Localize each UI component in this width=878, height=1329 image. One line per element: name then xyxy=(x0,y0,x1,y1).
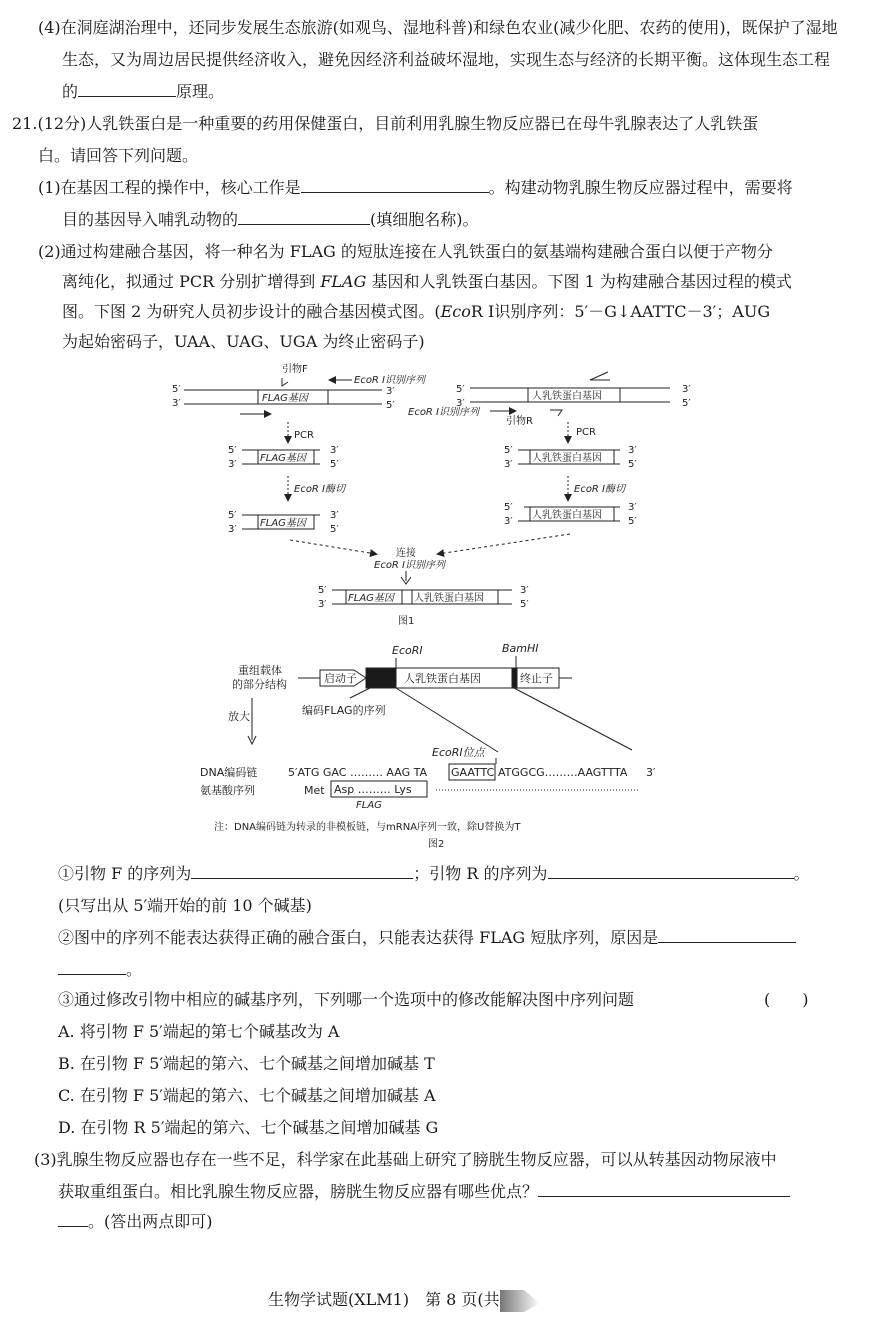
q21-p1-c: 目的基因导入哺乳动物的 xyxy=(62,210,239,229)
end5-m: 5′ xyxy=(318,585,327,596)
end3-g: 3′ xyxy=(504,459,513,470)
fig2-hlf-gene: 人乳铁蛋白基因 xyxy=(404,672,481,685)
end5-e: 5′ xyxy=(228,445,237,456)
enlarge-label: 放大 xyxy=(228,710,250,723)
end5-c: 5′ xyxy=(456,384,465,395)
figure2-note: 注：DNA编码链为转录的非模板链，与mRNA序列一致，除U替换为T xyxy=(214,822,521,833)
answer-blank-reason-b[interactable] xyxy=(58,960,126,975)
promoter-label: 启动子 xyxy=(324,672,357,685)
end3-a: 3′ xyxy=(172,398,181,409)
end5-d: 5′ xyxy=(682,398,691,409)
end3-m: 3′ xyxy=(318,599,327,610)
dna-seq-ecor1-box: GAATTC xyxy=(451,766,495,779)
digest-right: EcoR Ⅰ酶切 xyxy=(574,484,626,495)
ecor1-site-center: EcoR Ⅰ识别序列 xyxy=(374,560,446,571)
end5-h: 5′ xyxy=(628,459,637,470)
answer-blank-reason-a[interactable] xyxy=(658,928,796,943)
end3-d: 3′ xyxy=(682,384,691,395)
fig2-ecor1: EcoRⅠ xyxy=(392,644,423,657)
q21-sub1-b: ；引物 R 的序列为 xyxy=(413,864,548,883)
q21-p1-d: (填细胞名称)。 xyxy=(370,210,479,229)
q21-p1-line1 xyxy=(38,178,793,198)
end3-c: 3′ xyxy=(456,398,465,409)
q21-p3-line2 xyxy=(58,1182,790,1202)
q21-p2-line2 xyxy=(62,272,792,292)
end5-n: 5′ xyxy=(520,599,529,610)
q21-p3-l2: 获取重组蛋白。相比乳腺生物反应器，膀胱生物反应器有哪些优点？ xyxy=(58,1182,539,1201)
pcr-right: PCR xyxy=(576,427,596,438)
hlf-gene-fused: 人乳铁蛋白基因 xyxy=(414,593,484,604)
q21-p2-line4: 为起始密码子，UAA、UAG、UGA 为终止密码子) xyxy=(62,332,425,351)
end3-k: 3′ xyxy=(504,516,513,527)
q20-4-pre: 的 xyxy=(62,82,79,101)
q21-p3-l3: 。(答出两点即可) xyxy=(88,1212,213,1231)
end5-j: 5′ xyxy=(330,524,339,535)
end5-b: 5′ xyxy=(386,400,395,411)
q21-sub2-end: 。 xyxy=(126,960,143,979)
flag-gene-pcr: FLAG基因 xyxy=(260,453,306,464)
q21-p1-a: (1)在基因工程的操作中，核心工作是 xyxy=(38,178,301,197)
end5-i: 5′ xyxy=(228,510,237,521)
q21-sub1-note: (只写出从 5′端开始的前 10 个碱基) xyxy=(58,896,312,915)
end3-f: 3′ xyxy=(330,445,339,456)
q21-sub2-line xyxy=(58,928,796,948)
end5-k: 5′ xyxy=(504,502,513,513)
aa-met: Met xyxy=(304,784,325,797)
option-a[interactable]: A. 将引物 F 5′端起的第七个碱基改为 A xyxy=(58,1022,340,1041)
aa-seq-box: Asp ……… Lys xyxy=(334,783,412,796)
dna-seq-part1: 5′ATG GAC ……… AAG TA xyxy=(288,766,428,779)
q21-p2-l2b: FLAG xyxy=(320,272,367,291)
end3-i: 3′ xyxy=(228,524,237,535)
ecor1-site-label: EcoRⅠ位点 xyxy=(432,746,485,759)
answer-paren-sub3[interactable]: ( ) xyxy=(764,990,809,1009)
q21-p2-l2a: 离纯化，拟通过 PCR 分别扩增得到 xyxy=(62,272,321,291)
q21-sub2-line2 xyxy=(58,960,142,980)
q21-sub1-line xyxy=(58,864,810,884)
q21-p2-line3 xyxy=(62,302,770,322)
q21-p2-l3c: R Ⅰ识别序列：5′－G↓AATTC－3′；AUG xyxy=(470,302,771,321)
vector-label-1: 重组载体 xyxy=(238,664,282,677)
q21-p3-line3 xyxy=(58,1212,213,1232)
digest-left: EcoR Ⅰ酶切 xyxy=(294,484,346,495)
q21-p2-line1: (2)通过构建融合基因，将一种名为 FLAG 的短肽连接在人乳铁蛋白的氨基端构建融合蛋白以便于产物分 xyxy=(38,242,773,261)
option-d[interactable]: D. 在引物 R 5′端起的第六、七个碱基之间增加碱基 G xyxy=(58,1118,439,1137)
q21-p3-line1: (3)乳腺生物反应器也存在一些不足，科学家在此基础上研究了膀胱生物反应器，可以从转基因动物尿液中 xyxy=(34,1150,777,1169)
answer-blank-core-work[interactable] xyxy=(301,178,489,193)
hlf-gene-label-top: 人乳铁蛋白基因 xyxy=(532,391,602,402)
end3-e: 3′ xyxy=(228,459,237,470)
flag-gene-fused: FLAG基因 xyxy=(348,593,394,604)
dna-strand-label: DNA编码链 xyxy=(200,766,258,779)
flag-label: FLAG xyxy=(356,800,382,811)
q21-p1-line2 xyxy=(62,210,479,230)
answer-blank-advantages-b[interactable] xyxy=(58,1212,88,1227)
q21-p1-b: 。构建动物乳腺生物反应器过程中，需要将 xyxy=(488,178,793,197)
q21-p2-l2c: 基因和人乳铁蛋白基因。下图 1 为构建融合基因过程的模式 xyxy=(366,272,792,291)
figure-1 xyxy=(170,358,710,628)
option-b[interactable]: B. 在引物 F 5′端起的第六、七个碱基之间增加碱基 T xyxy=(58,1054,435,1073)
hlf-gene-cut: 人乳铁蛋白基因 xyxy=(532,510,602,521)
q21-p2-l3a: 图。下图 2 为研究人员初步设计的融合基因模式图。( xyxy=(62,302,441,321)
page-curl-shadow xyxy=(500,1290,540,1312)
figure2-caption: 图2 xyxy=(428,839,445,850)
dna-seq-part2: ATGGCG………AAGTTTA xyxy=(498,766,628,779)
flag-gene-label-top: FLAG基因 xyxy=(262,393,308,404)
hlf-gene-pcr: 人乳铁蛋白基因 xyxy=(532,453,602,464)
option-c[interactable]: C. 在引物 F 5′端起的第六、七个碱基之间增加碱基 A xyxy=(58,1086,436,1105)
dna-seq-part3: 3′ xyxy=(646,766,656,779)
q20-4-line2: 生态，又为周边居民提供经济收入，避免因经济利益破坏湿地，实现生态与经济的长期平衡。这体现生态工程 xyxy=(62,50,831,69)
figure1-caption: 图1 xyxy=(398,616,415,627)
primer-r-label: 引物R xyxy=(506,416,533,427)
page-footer: 生物学试题(XLM1) 第 8 页(共 xyxy=(268,1290,500,1309)
ligate-label: 连接 xyxy=(396,548,416,559)
q21-header-line2: 白。请回答下列问题。 xyxy=(38,146,199,165)
q21-sub1-a: ①引物 F 的序列为 xyxy=(58,864,192,883)
q21-sub1-c: 。 xyxy=(793,864,810,883)
ecor1-site-right: EcoR Ⅰ识别序列 xyxy=(408,407,480,418)
end3-n: 3′ xyxy=(520,585,529,596)
fig2-bamh1: BamHⅠ xyxy=(502,642,539,655)
answer-blank-principle[interactable] xyxy=(78,82,176,97)
q20-4-post: 原理。 xyxy=(176,82,225,101)
pcr-left: PCR xyxy=(294,430,314,441)
answer-blank-advantages-a[interactable] xyxy=(538,1182,790,1197)
q21-sub2-text: ②图中的序列不能表达获得正确的融合蛋白，只能表达获得 FLAG 短肽序列，原因是 xyxy=(58,928,659,947)
q20-4-line1: (4)在洞庭湖治理中，还同步发展生态旅游(如观鸟、湿地科普)和绿色农业(减少化肥、农药的使用)，既保护了湿地 xyxy=(38,18,838,37)
answer-blank-cell-name[interactable] xyxy=(238,210,370,225)
terminator-label: 终止子 xyxy=(520,672,553,685)
q21-sub3-line: ③通过修改引物中相应的碱基序列，下列哪一个选项中的修改能解决图中序列问题 xyxy=(58,990,635,1009)
q21-p2-l3b: Eco xyxy=(440,302,471,321)
flag-gene-cut: FLAG基因 xyxy=(260,518,306,529)
answer-blank-primer-r[interactable] xyxy=(548,864,794,879)
end3-j: 3′ xyxy=(330,510,339,521)
primer-f-label: 引物F xyxy=(282,364,308,375)
end3-l: 3′ xyxy=(628,502,637,513)
end3-h: 3′ xyxy=(628,445,637,456)
flag-seq-label: 编码FLAG的序列 xyxy=(302,704,386,717)
figure-2 xyxy=(200,640,680,852)
end5-l: 5′ xyxy=(628,516,637,527)
q21-header-line1: 21.(12分)人乳铁蛋白是一种重要的药用保健蛋白，目前利用乳腺生物反应器已在母牛乳腺表达了人乳铁蛋 xyxy=(12,114,759,133)
ecor1-site-left: EcoR Ⅰ识别序列 xyxy=(354,375,426,386)
answer-blank-primer-f[interactable] xyxy=(191,864,413,879)
vector-label-2: 的部分结构 xyxy=(232,678,287,691)
end5-a: 5′ xyxy=(172,384,181,395)
end5-f: 5′ xyxy=(330,459,339,470)
aa-seq-label: 氨基酸序列 xyxy=(200,784,255,797)
end5-g: 5′ xyxy=(504,445,513,456)
q20-4-line3 xyxy=(62,82,224,102)
end3-b: 3′ xyxy=(386,386,395,397)
